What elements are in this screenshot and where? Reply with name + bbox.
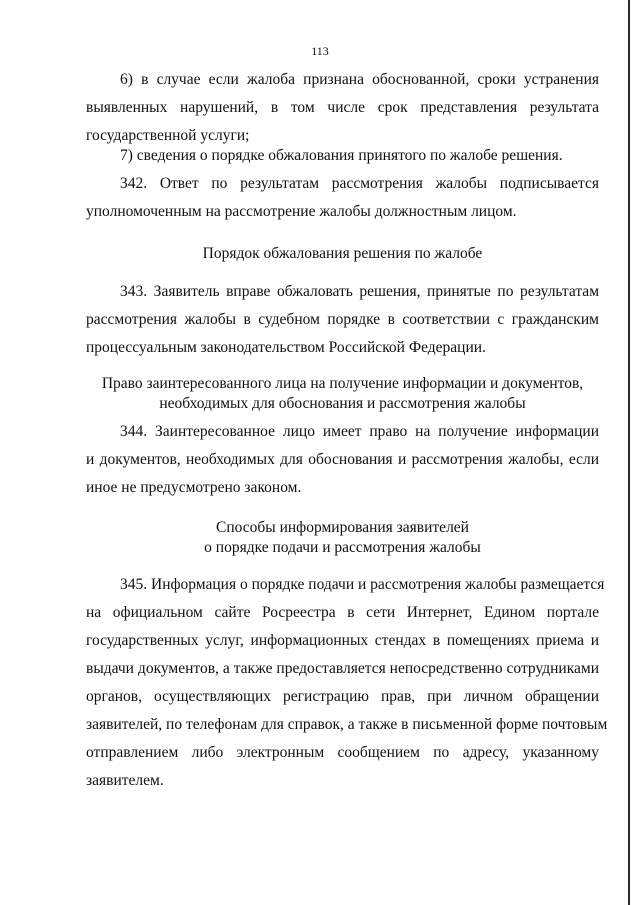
paragraph-343 <box>86 278 599 362</box>
text-line: выдачи документов, а также предоставляется непосредственно сотрудниками <box>86 660 599 677</box>
heading-line: Способы информирования заявителей <box>216 519 469 536</box>
scan-edge-line <box>628 0 630 905</box>
text-line: иное не предусмотрено законом. <box>86 479 302 496</box>
text-line: государственных услуг, информационных стендах в помещениях приема и <box>86 632 599 649</box>
text-line: на официальном сайте Росреестра в сети Интернет, Едином портале <box>86 604 599 621</box>
section-heading-right-to-information <box>86 374 599 414</box>
text-line: 345. Информация о порядке подачи и рассмотрения жалобы размещается <box>120 576 605 593</box>
paragraph-344 <box>86 418 599 502</box>
text-line: 342. Ответ по результатам рассмотрения жалобы подписывается <box>120 175 599 192</box>
text-line: и документов, необходимых для обоснования и рассмотрения жалобы, если <box>86 451 599 468</box>
text-line: заявителей, по телефонам для справок, а также в письменной форме почтовым <box>86 716 608 733</box>
paragraph-item-6 <box>86 66 599 150</box>
heading-line: Порядок обжалования решения по жалобе <box>202 245 483 262</box>
text-line: государственной услуги; <box>86 127 250 144</box>
text-line: выявленных нарушений, в том числе срок представления результата <box>86 99 599 116</box>
text-line: отправлением либо электронным сообщением по адресу, указанному <box>86 744 599 761</box>
text-line: процессуальным законодательством Российской Федерации. <box>86 339 486 356</box>
text-line: 343. Заявитель вправе обжаловать решения, принятые по результатам <box>120 283 599 300</box>
paragraph-345 <box>86 571 608 795</box>
heading-line: о порядке подачи и рассмотрения жалобы <box>204 539 481 556</box>
text-line: рассмотрения жалобы в судебном порядке в соответствии с гражданским <box>86 311 599 328</box>
paragraph-item-7 <box>86 142 599 170</box>
heading-line: Право заинтересованного лица на получение информации и документов, <box>101 375 584 392</box>
section-heading-appeal-procedure <box>86 244 599 264</box>
heading-line: необходимых для обоснования и рассмотрения жалобы <box>159 395 526 412</box>
text-line: органов, осуществляющих регистрацию прав, при личном обращении <box>86 688 599 705</box>
section-heading-informing-methods <box>86 518 599 558</box>
text-line: 6) в случае если жалоба признана обоснованной, сроки устранения <box>120 71 599 88</box>
text-line: 7) сведения о порядке обжалования принятого по жалобе решения. <box>120 147 563 164</box>
text-line: уполномоченным на рассмотрение жалобы должностным лицом. <box>86 203 517 220</box>
text-line: заявителем. <box>86 772 164 789</box>
page-number: 113 <box>311 44 329 58</box>
paragraph-342 <box>86 170 599 226</box>
text-line: 344. Заинтересованное лицо имеет право на получение информации <box>120 423 599 440</box>
